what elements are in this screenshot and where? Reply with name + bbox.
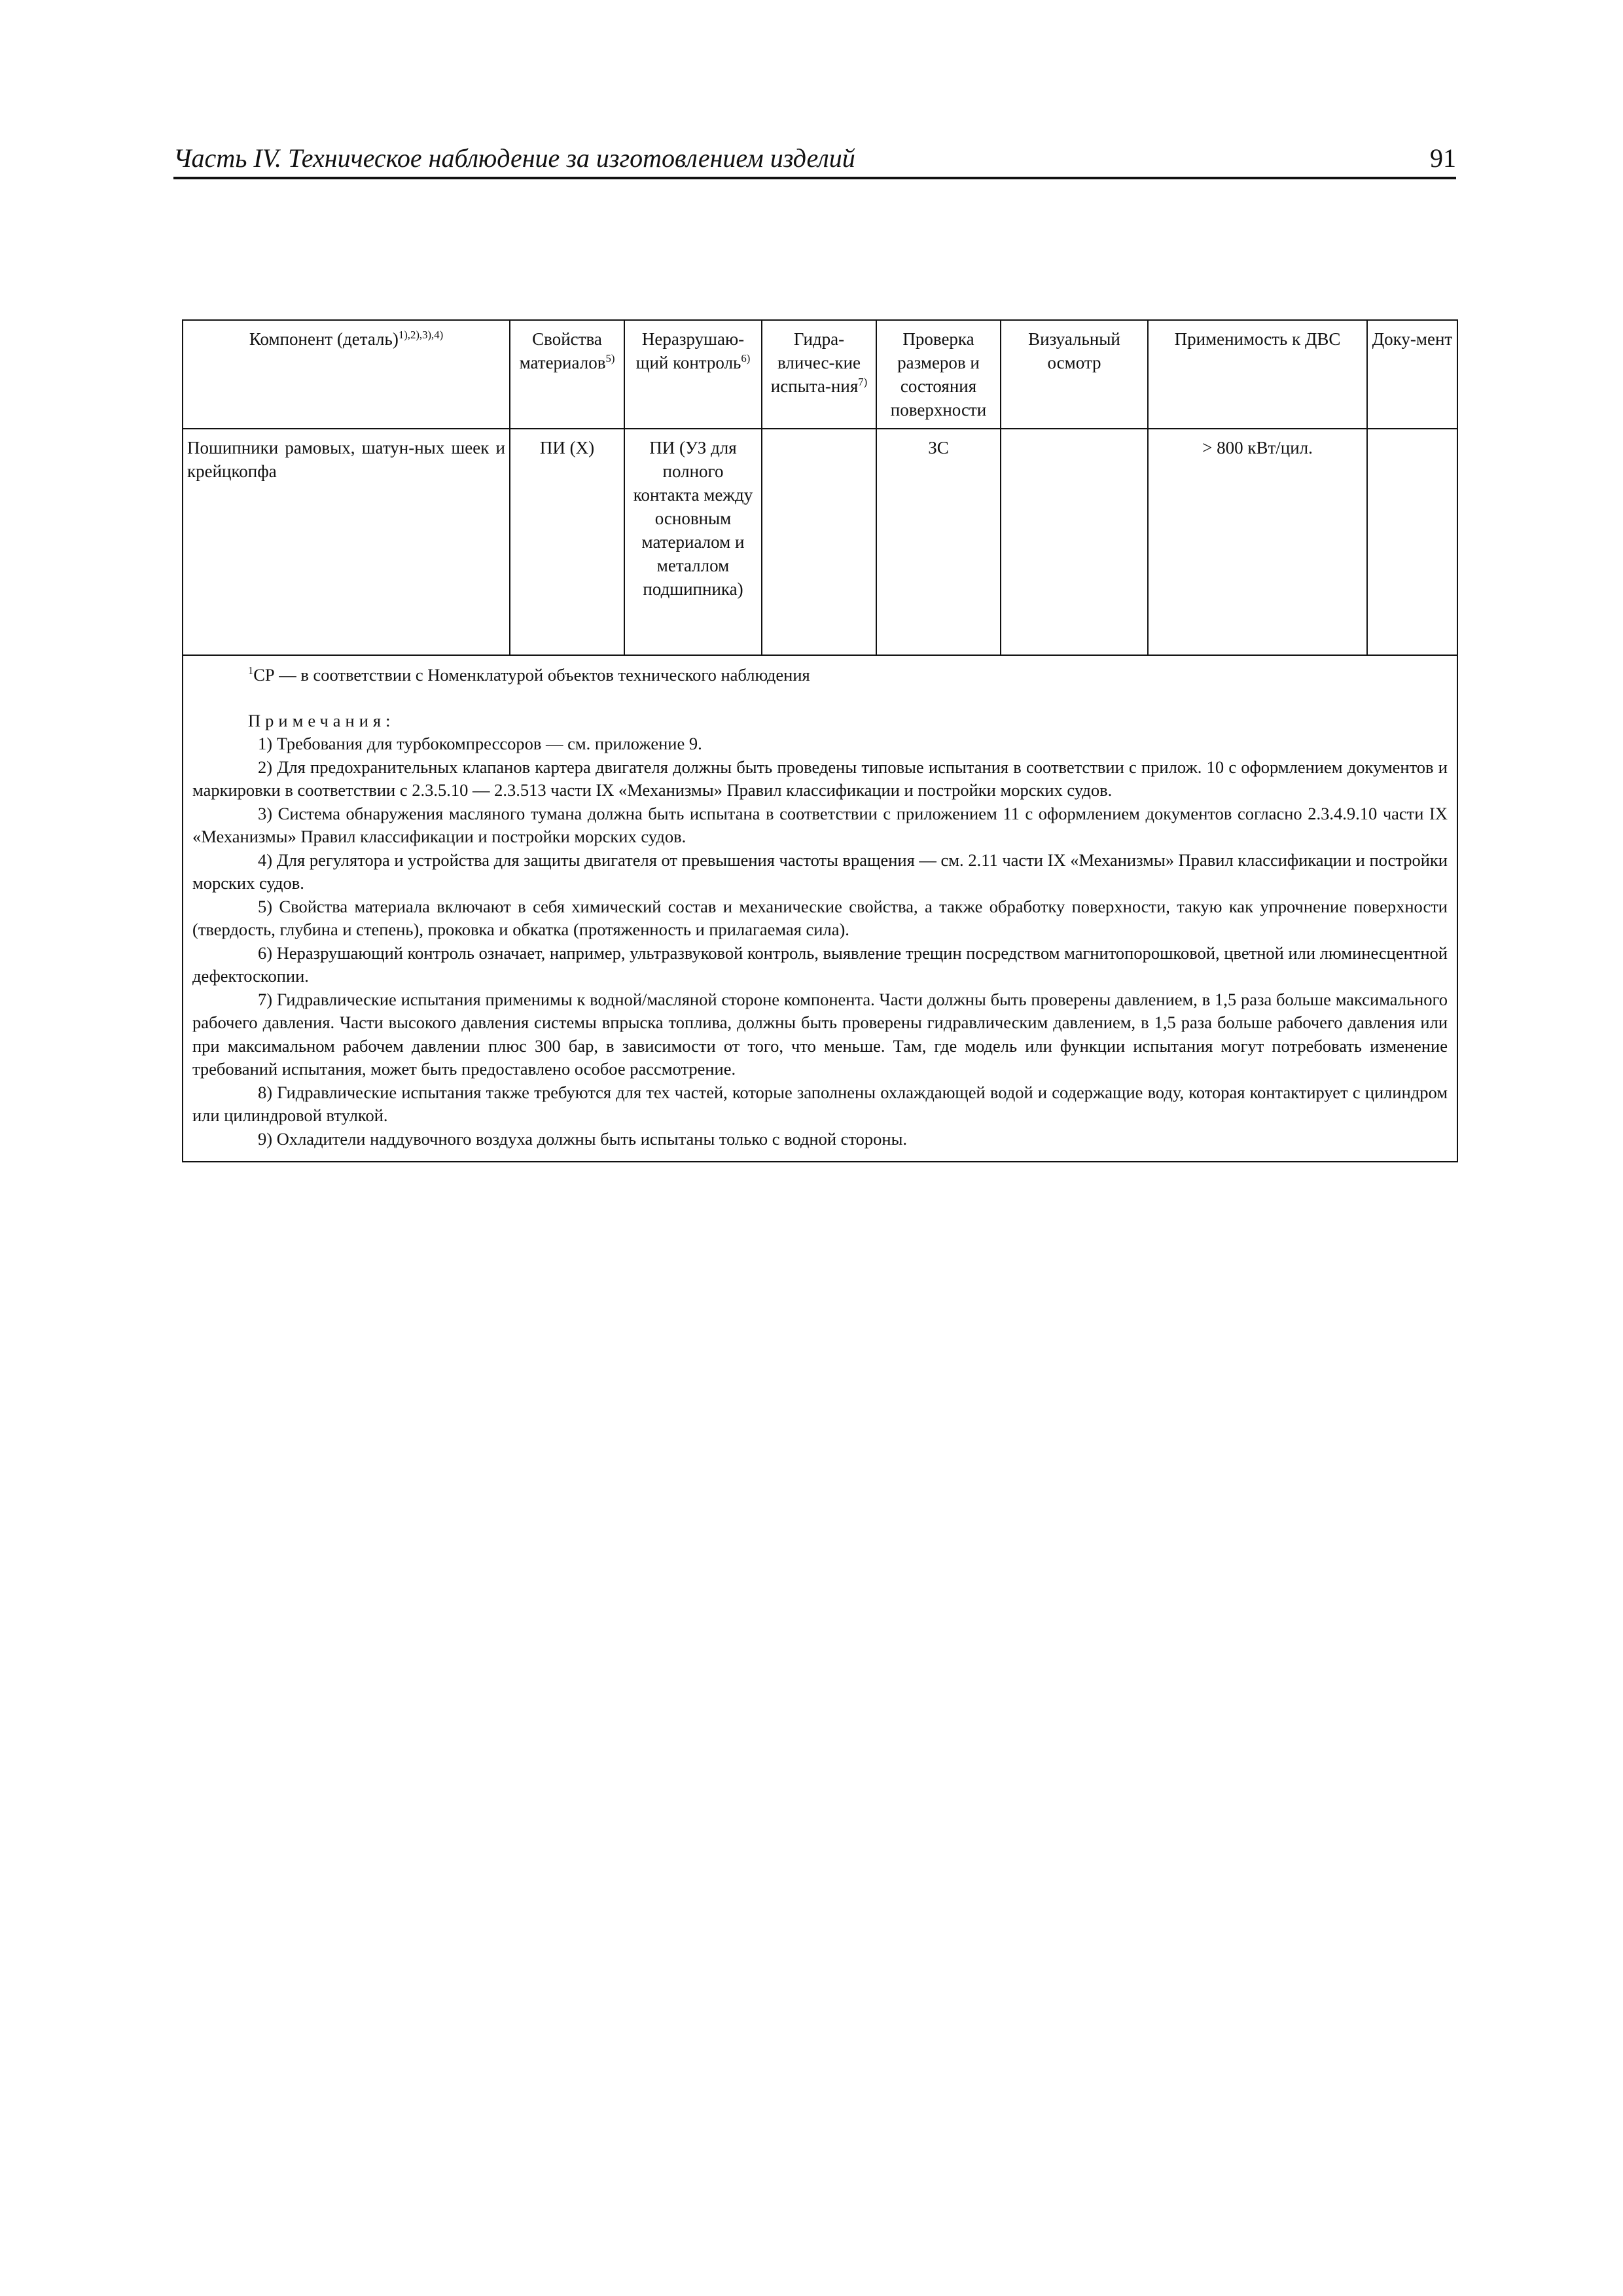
col-header-visual: Визуальный осмотр: [1001, 320, 1148, 429]
notes-cell: [183, 655, 1457, 1162]
note-item: 6) Неразрушающий контроль означает, например, ультразвуковой контроль, выявление трещин посредством магнитопорошковой, цветной или люминесцентной дефектоскопии.: [192, 942, 1448, 986]
note-item: 1) Требования для турбокомпрессоров — см. приложение 9.: [258, 734, 702, 753]
col-header-materials: Свойства материалов$^{5)}$: [510, 320, 624, 429]
cell-component: Пошипники рамовых, шатун-ных шеек и крейцкопфа: [183, 429, 510, 655]
cell-materials: ПИ (Х): [510, 429, 624, 655]
cell-ndt: ПИ (УЗ для полного контакта между основным материалом и металлом подшипника): [624, 429, 762, 655]
requirements-table: [182, 319, 1458, 1162]
notes-heading: Примечания:: [248, 710, 395, 730]
note-item: 4) Для регулятора и устройства для защиты двигателя от превышения частоты вращения — см. 2.11 части IX «Механизмы» Правил классификации и постройки морских судов.: [192, 850, 1448, 893]
table-row: [183, 429, 1457, 655]
footnote: $^1$СР — в соответствии с Номенклатурой объектов технического наблюдения: [248, 664, 810, 685]
col-header-applicability: Применимость к ДВС: [1148, 320, 1367, 429]
note-item: 2) Для предохранительных клапанов картера двигателя должны быть проведены типовые испытания в соответствии с прилож. 10 с оформлением документов и маркировки в соответствии с 2.3.5.10 — 2.3.513 части IX «Механизмы» Правил классификации и постройки морских судов.: [192, 757, 1448, 800]
note-item: 7) Гидравлические испытания применимы к водной/масляной стороне компонента. Части должны быть проверены давлением, в 1,5 раза больше максимального рабочего давления. Части высокого давления системы впрыска топлива, должны быть проверены гидравлическим давлением, в 1,5 раза больше рабочего давления или при максимальном рабочем давлении плюс 300 бар, в зависимости от того, что меньше. Там, где модель или функции испытания могут потребовать изменение требований испытания, может быть предоставлено особое рассмотрение.: [192, 989, 1448, 1079]
col-header-document: Доку-мент: [1367, 320, 1457, 429]
cell-hydro: [762, 429, 876, 655]
page-number: 91: [1430, 143, 1456, 173]
running-title: Часть IV. Техническое наблюдение за изготовлением изделий: [173, 143, 855, 173]
cell-dimensions: ЗС: [876, 429, 1001, 655]
col-header-hydro: Гидра-вличес-кие испыта-ния$^{7)}$: [762, 320, 876, 429]
table-header-row: [183, 320, 1457, 429]
notes-row: [183, 655, 1457, 1162]
col-header-component: Компонент (деталь)$^{1),2),3),4)}$: [183, 320, 510, 429]
col-header-ndt: Неразрушаю-щий контроль$^{6)}$: [624, 320, 762, 429]
note-item: 9) Охладители наддувочного воздуха должны быть испытаны только с водной стороны.: [258, 1128, 908, 1149]
col-header-dimensions: Проверка размеров и состояния поверхности: [876, 320, 1001, 429]
note-item: 8) Гидравлические испытания также требуются для тех частей, которые заполнены охлаждающей водой и содержащие воду, которая контактирует с цилиндром или цилиндровой втулкой.: [192, 1082, 1448, 1125]
note-item: 3) Система обнаружения масляного тумана должна быть испытана в соответствии с приложением 11 с оформлением документов согласно 2.3.4.9.10 части IX «Механизмы» Правил классификации и постройки морских судов.: [192, 803, 1448, 846]
page-header: [173, 140, 1456, 179]
cell-applicability: > 800 кВт/цил.: [1148, 429, 1367, 655]
cell-visual: [1001, 429, 1148, 655]
cell-document: [1367, 429, 1457, 655]
note-item: 5) Свойства материала включают в себя химический состав и механические свойства, а также обработку поверхности, такую как упрочнение поверхности (твердость, глубина и степень), проковка и обкатка (протяженность и прилагаемая сила).: [192, 896, 1448, 939]
